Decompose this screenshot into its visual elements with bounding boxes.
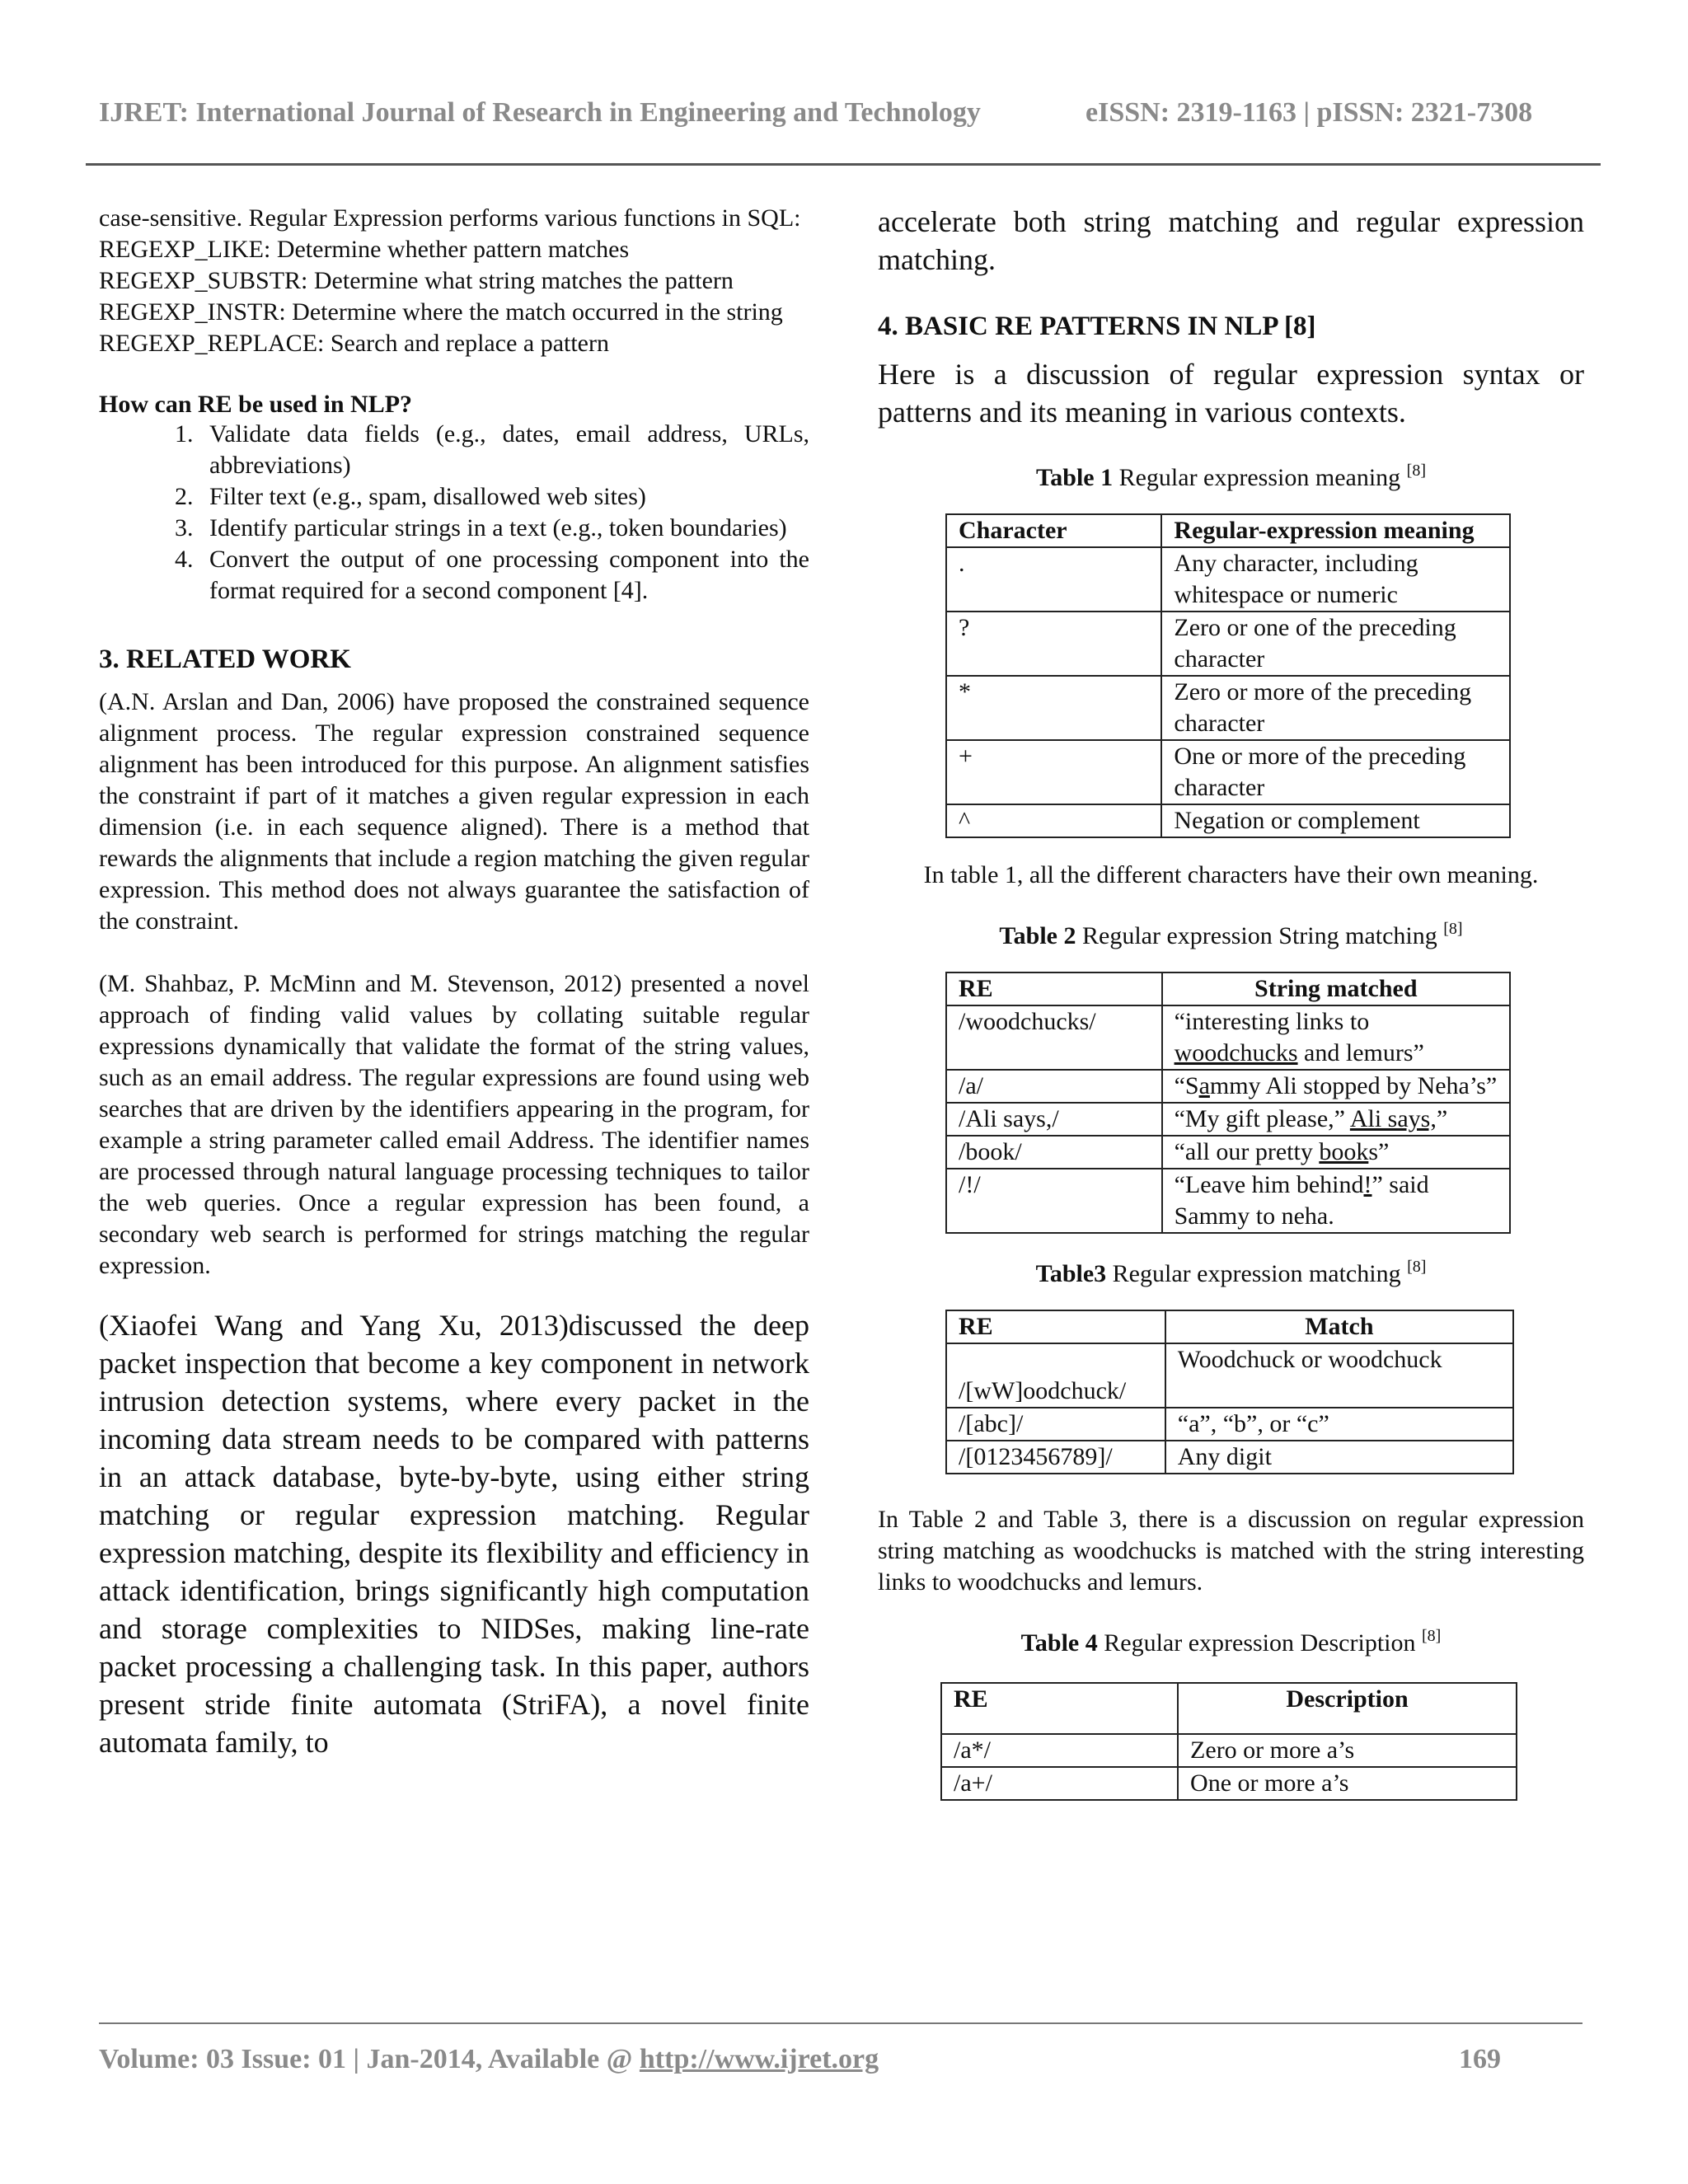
spacer: [99, 675, 809, 687]
table-cell: Any character, including whitespace or numeric: [1161, 547, 1510, 612]
table-header: RE: [946, 972, 1162, 1005]
table-cell: Any digit: [1165, 1441, 1513, 1474]
table-cell: /[0123456789]/: [946, 1441, 1165, 1474]
list-item: 3. Identify particular strings in a text (e.g., token boundaries): [199, 513, 809, 544]
journal-link[interactable]: http://www.ijret.org: [639, 2044, 879, 2074]
cell-text: “interesting links to: [1174, 1008, 1370, 1035]
table-cell: [1162, 1005, 1510, 1070]
spacer: [878, 431, 1584, 462]
underlined-match: woodchucks: [1174, 1039, 1298, 1066]
table-header: RE: [941, 1683, 1178, 1734]
nlp-list: [99, 419, 809, 607]
table-header: Description: [1178, 1683, 1517, 1734]
paragraph: In table 1, all the different characters have their own meaning.: [923, 861, 1539, 888]
table-cell: [1162, 1103, 1510, 1136]
table-cell: /Ali says,/: [946, 1103, 1162, 1136]
issn-info: eISSN: 2319-1163 | pISSN: 2321-7308: [1085, 97, 1533, 128]
table-row: [946, 1005, 1510, 1070]
table-cell: Zero or one of the preceding character: [1161, 612, 1510, 676]
caption-label: Table 4: [1020, 1629, 1098, 1657]
table-cell: +: [946, 740, 1161, 804]
paragraph: In Table 2 and Table 3, there is a discussion on regular expression string matching as woodchucks is matched with the string interesting links to woodchucks and lemurs.: [878, 1506, 1584, 1596]
spacer: [878, 1659, 1584, 1682]
caption-text: Regular expression meaning: [1113, 464, 1407, 491]
underlined-match: a: [1198, 1072, 1210, 1099]
table-cell: /[wW]oodchuck/: [946, 1343, 1165, 1408]
underlined-match: book: [1319, 1138, 1369, 1165]
underlined-match: !: [1363, 1171, 1372, 1198]
cell-text: ” said Sammy to neha.: [1174, 1171, 1429, 1230]
nlp-heading: How can RE be used in NLP?: [99, 391, 413, 418]
table-cell: Negation or complement: [1161, 804, 1510, 837]
table-cell: Zero or more a’s: [1178, 1734, 1517, 1767]
intro-line: REGEXP_REPLACE: Search and replace a pattern: [99, 330, 609, 357]
table-row: [941, 1767, 1517, 1800]
table-row: [946, 1136, 1510, 1169]
table-row: [946, 676, 1510, 740]
right-column: [878, 203, 1584, 1801]
intro-line: REGEXP_SUBSTR: Determine what string matches the pattern: [99, 267, 734, 294]
table-row: [946, 1169, 1510, 1233]
table-caption: [878, 462, 1584, 494]
underlined-match: Ali says,: [1349, 1105, 1437, 1132]
table-cell: /!/: [946, 1169, 1162, 1233]
table-row: [946, 547, 1510, 612]
table-cell: /a+/: [941, 1767, 1178, 1800]
table-cell: /[abc]/: [946, 1408, 1165, 1441]
spacer: [878, 494, 1584, 513]
table-cell: /a*/: [941, 1734, 1178, 1767]
spacer: [99, 607, 809, 644]
page-footer: [99, 2044, 1500, 2075]
cell-text: “all our pretty: [1174, 1138, 1320, 1165]
left-column: [99, 203, 809, 1761]
journal-title: IJRET: International Journal of Research in Engineering and Technology: [99, 97, 981, 128]
caption-text: Regular expression String matching: [1076, 922, 1444, 949]
page-header: [99, 97, 1599, 129]
table-row: [946, 1310, 1513, 1343]
table-row: [946, 1343, 1513, 1408]
spacer: [99, 359, 809, 391]
table-cell: [1162, 1169, 1510, 1233]
table-row: [946, 612, 1510, 676]
footer-rule: [99, 2022, 1582, 2024]
header-rule: [86, 163, 1601, 166]
cell-text: “Leave him behind: [1174, 1171, 1364, 1198]
spacer: [878, 952, 1584, 972]
spacer: [878, 838, 1584, 860]
caption-label: Table 2: [999, 922, 1076, 949]
section-heading: 4. BASIC RE PATTERNS IN NLP [8]: [878, 312, 1316, 341]
spacer: [99, 1282, 809, 1306]
table-cell: ?: [946, 612, 1161, 676]
spacer: [878, 1234, 1584, 1258]
table-cell: /a/: [946, 1070, 1162, 1103]
table-cell: .: [946, 547, 1161, 612]
caption-text: Regular expression matching: [1106, 1260, 1408, 1287]
caption-ref: [8]: [1443, 920, 1463, 938]
table-header: String matched: [1162, 972, 1510, 1005]
table-row: [946, 514, 1510, 547]
table-cell: [1162, 1136, 1510, 1169]
cell-text: mmy Ali stopped by Neha’s”: [1209, 1072, 1498, 1099]
table-cell: *: [946, 676, 1161, 740]
spacer: [878, 279, 1584, 312]
spacer: [878, 1598, 1584, 1628]
table-row: [946, 1441, 1513, 1474]
table-row: [946, 804, 1510, 837]
paragraph: (M. Shahbaz, P. McMinn and M. Stevenson, 2012) presented a novel approach of finding valid values by collating suitable regular expressions dynamically that validate the format of the string values, such as an email address. The regular expressions are found using web searches that are driven by the identifiers appearing in the program, for example a string parameter called email Address. The identifier names are processed through natural language processing techniques to tailor the web queries. Once a regular expression has been found, a secondary web search is performed for strings matching the regular expression.: [99, 970, 809, 1279]
caption-ref: [8]: [1422, 1627, 1442, 1645]
table-caption: [878, 1258, 1584, 1290]
table-row: [941, 1683, 1517, 1734]
table-cell: [1162, 1070, 1510, 1103]
table-row: [946, 1103, 1510, 1136]
intro-line: REGEXP_INSTR: Determine where the match occurred in the string: [99, 298, 783, 326]
table-header: Match: [1165, 1310, 1513, 1343]
table-caption: [878, 1628, 1584, 1659]
list-item: 4. Convert the output of one processing component into the format required for a second component [4].: [199, 544, 809, 607]
paragraph: accelerate both string matching and regular expression matching.: [878, 205, 1584, 276]
intro-line: case-sensitive. Regular Expression performs various functions in SQL:: [99, 204, 801, 232]
table-cell: /book/: [946, 1136, 1162, 1169]
spacer: [878, 1474, 1584, 1504]
caption-ref: [8]: [1406, 462, 1426, 480]
table-row: [946, 1070, 1510, 1103]
table-cell: One or more a’s: [1178, 1767, 1517, 1800]
spacer: [878, 891, 1584, 921]
table-cell: /woodchucks/: [946, 1005, 1162, 1070]
cell-text: “My gift please,”: [1174, 1105, 1350, 1132]
table-row: [946, 740, 1510, 804]
caption-label: Table 1: [1036, 464, 1114, 491]
table-header: Character: [946, 514, 1161, 547]
table-4: [940, 1682, 1517, 1801]
table-cell: Zero or more of the preceding character: [1161, 676, 1510, 740]
table-header: RE: [946, 1310, 1165, 1343]
caption-label: Table3: [1035, 1260, 1107, 1287]
cell-text: and lemurs”: [1297, 1039, 1424, 1066]
table-cell: “a”, “b”, or “c”: [1165, 1408, 1513, 1441]
table-cell: Woodchuck or woodchuck: [1165, 1343, 1513, 1408]
caption-ref: [8]: [1407, 1258, 1427, 1276]
spacer: [878, 342, 1584, 355]
spacer: [878, 1290, 1584, 1310]
section-heading: 3. RELATED WORK: [99, 644, 351, 674]
paragraph: (Xiaofei Wang and Yang Xu, 2013)discussed the deep packet inspection that become a key component in network intrusion detection systems, where every packet in the incoming data stream needs to be compared with patterns in an attack database, byte-by-byte, using either string matching or regular expression matching. Regular expression matching, despite its flexibility and efficiency in attack identification, brings significantly high computation and storage complexities to NIDSes, making line-rate packet processing a challenging task. In this paper, authors present stride finite automata (StriFA), a novel finite automata family, to: [99, 1309, 809, 1759]
paragraph: (A.N. Arslan and Dan, 2006) have proposed the constrained sequence alignment process. The regular expression constrained sequence alignment has been introduced for this purpose. An alignment satisfies the constraint if part of it matches a given regular expression in each dimension (i.e. in each sequence aligned). There is a method that rewards the alignments that include a region matching the given regular expression. This method does not always guarantee the satisfaction of the constraint.: [99, 688, 809, 935]
table-row: [946, 972, 1510, 1005]
table-header: Regular-expression meaning: [1161, 514, 1510, 547]
table-cell: ^: [946, 804, 1161, 837]
table-1: [945, 513, 1511, 838]
spacer: [99, 937, 809, 968]
table-2: [945, 972, 1511, 1234]
caption-text: Regular expression Description: [1097, 1629, 1422, 1657]
list-item: 2. Filter text (e.g., spam, disallowed web sites): [199, 481, 809, 513]
table-3: [945, 1310, 1514, 1474]
table-cell: One or more of the preceding character: [1161, 740, 1510, 804]
table-row: [946, 1408, 1513, 1441]
table-row: [941, 1734, 1517, 1767]
footer-volume: Volume: 03 Issue: 01 | Jan-2014, Available @: [99, 2044, 640, 2074]
table-caption: [878, 921, 1584, 952]
cell-text: s”: [1368, 1138, 1390, 1165]
cell-text: “S: [1174, 1072, 1199, 1099]
cell-text: ”: [1436, 1105, 1448, 1132]
list-item: 1. Validate data fields (e.g., dates, email address, URLs, abbreviations): [199, 419, 809, 481]
intro-line: REGEXP_LIKE: Determine whether pattern matches: [99, 236, 630, 263]
page-number: 169: [1459, 2044, 1501, 2074]
paragraph: Here is a discussion of regular expression syntax or patterns and its meaning in various contexts.: [878, 358, 1584, 429]
